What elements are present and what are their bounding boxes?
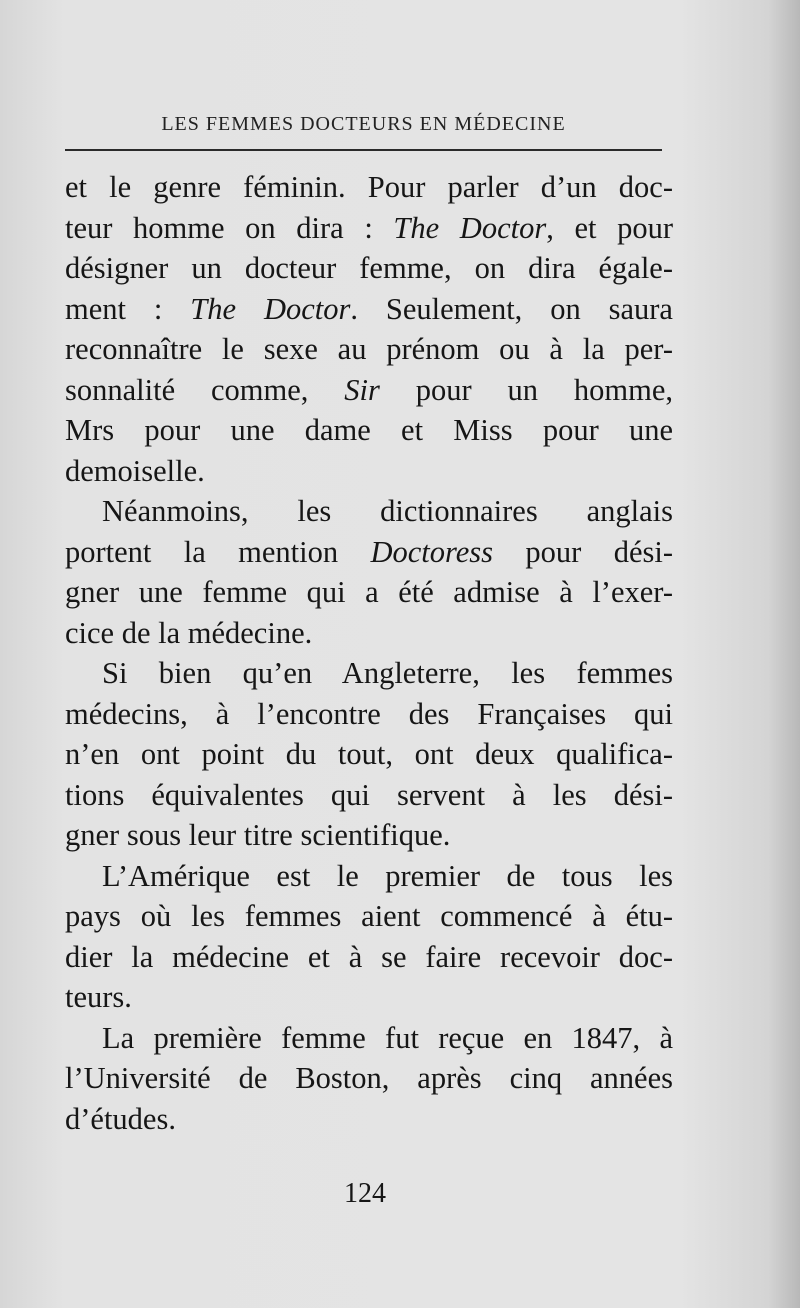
text-line: gner sous leur titre scientifique. (65, 818, 451, 852)
italic-term: The Doctor (393, 210, 547, 245)
text-line: L’Amérique est le premier de tous les (102, 858, 673, 893)
text-line: sonnalité comme, Sir pour un homme, (65, 372, 673, 407)
text-line: l’Université de Boston, après cinq années (65, 1061, 673, 1095)
text-line: gner une femme qui a été admise à l’exer- (65, 575, 673, 609)
text-line: Néanmoins, les dictionnaires anglais (102, 494, 673, 528)
text-line: n’en ont point du tout, ont deux qualifica- (65, 737, 673, 771)
text-line: demoiselle. (65, 453, 205, 488)
italic-term: The Doctor (190, 291, 351, 326)
text-line: et le genre féminin. Pour parler d’un doc- (65, 170, 673, 204)
text-line: ment : The Doctor. Seulement, on saura (65, 291, 673, 326)
text-line: pays où les femmes aient commencé à étu- (65, 899, 673, 933)
text-line: La première femme fut reçue en 1847, à (102, 1020, 673, 1055)
text-line: cice de la médecine. (65, 615, 313, 650)
body-text (65, 167, 673, 1139)
text-line: reconnaître le sexe au prénom ou à la per- (65, 332, 673, 366)
text-line: portent la mention Doctoress pour dési- (65, 534, 673, 569)
text-line: Mrs pour une dame et Miss pour une (65, 413, 673, 447)
text-line: tions équivalentes qui servent à les dési- (65, 777, 673, 812)
text-line: dier la médecine et à se faire recevoir doc- (65, 939, 673, 974)
text-line: médecins, à l’encontre des Françaises qui (65, 696, 673, 731)
text-line: teur homme on dira : The Doctor, et pour (65, 210, 673, 245)
text-line: teurs. (65, 980, 132, 1014)
page-number: 124 (344, 1178, 386, 1209)
italic-term: Doctoress (370, 534, 494, 569)
text-line: Si bien qu’en Angleterre, les femmes (102, 656, 673, 690)
text-line: désigner un docteur femme, on dira égale- (65, 251, 673, 285)
italic-term: Sir (344, 372, 380, 407)
text-line: d’études. (65, 1101, 176, 1136)
running-head: LES FEMMES DOCTEURS EN MÉDECINE (161, 113, 566, 135)
header-rule (65, 149, 662, 151)
